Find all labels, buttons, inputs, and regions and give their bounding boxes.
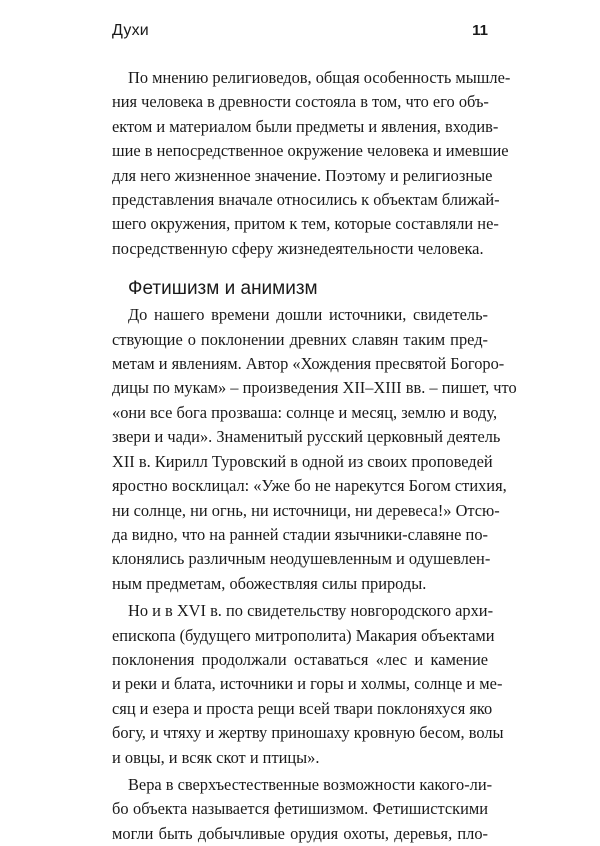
text-line: посредственную сферу жизнедеятельности человека. [112,238,484,258]
text-line: ствующие о поклонении древних славян таким пред- [112,329,488,349]
text-line: метам и явлениям. Автор «Хождения пресвятой Богоро- [112,354,505,374]
paragraph-2 [112,303,517,596]
text-line: звери и чади». Знаменитый русский церковный деятель [112,427,501,447]
paragraph-4 [112,773,493,846]
body-text [112,66,517,846]
text-line: ектом и материалом были предметы и явления, входив- [112,116,499,136]
text-line: сяц и езера и проста рещи всей твари поклоняхуся яко [112,698,493,718]
text-line: ния человека в древности состояла в том, что его объ- [112,92,489,112]
text-line: ным предметам, обожествляя силы природы. [112,573,427,593]
text-line: шие в непосредственное окружение человека и имевшие [112,141,509,161]
text-line: Но и в XVI в. по свидетельству новгородского архи- [128,601,494,621]
text-line: XII в. Кирилл Туровский в одной из своих проповедей [112,451,493,471]
page-number: 11 [472,22,488,39]
text-line: яростно восклицал: «Уже бо не нарекутся Богом стихия, [112,476,507,496]
text-line: «они все бога прозваша: солнце и месяц, землю и воду, [112,402,498,422]
text-line: могли быть добычливые орудия охоты, деревья, пло- [112,823,488,843]
text-line: шего окружения, притом к тем, которые составляли не- [112,214,499,234]
running-head [112,22,488,46]
text-line: ни солнце, ни огнь, ни источници, ни деревеса!» Отсю- [112,500,500,520]
text-line: представления вначале относились к объектам ближай- [112,190,500,210]
section-heading: Фетишизм и анимизм [128,278,318,300]
paragraph-1 [112,66,511,261]
text-line: и овцы, и всяк скот и птицы». [112,747,320,767]
text-line: епископа (будущего митрополита) Макария объектами [112,625,495,645]
text-line: богу, и чтяху и жертву приношаху кровную бесом, волы [112,723,504,743]
text-line: и реки и блата, источники и горы и холмы, солнце и ме- [112,674,503,694]
text-line: клонялись различным неодушевленным и одушевлен- [112,549,491,569]
text-line: До нашего времени дошли источники, свидетель- [128,305,488,325]
running-title: Духи [112,22,149,39]
text-line: Вера в сверхъестественные возможности какого-ли- [128,774,493,794]
text-line: поклонения продолжали оставаться «лес и камение [112,649,488,669]
text-line: По мнению религиоведов, общая особенность мышле- [128,68,511,87]
text-line: для него жизненное значение. Поэтому и религиозные [112,165,493,185]
text-line: дицы по мукам» – произведения XII–XIII вв. – пишет, что [112,378,517,398]
text-line: бо объекта называется фетишизмом. Фетишистскими [112,799,488,819]
paragraph-3 [112,599,504,770]
text-line: да видно, что на ранней стадии язычники-славяне по- [112,524,488,544]
